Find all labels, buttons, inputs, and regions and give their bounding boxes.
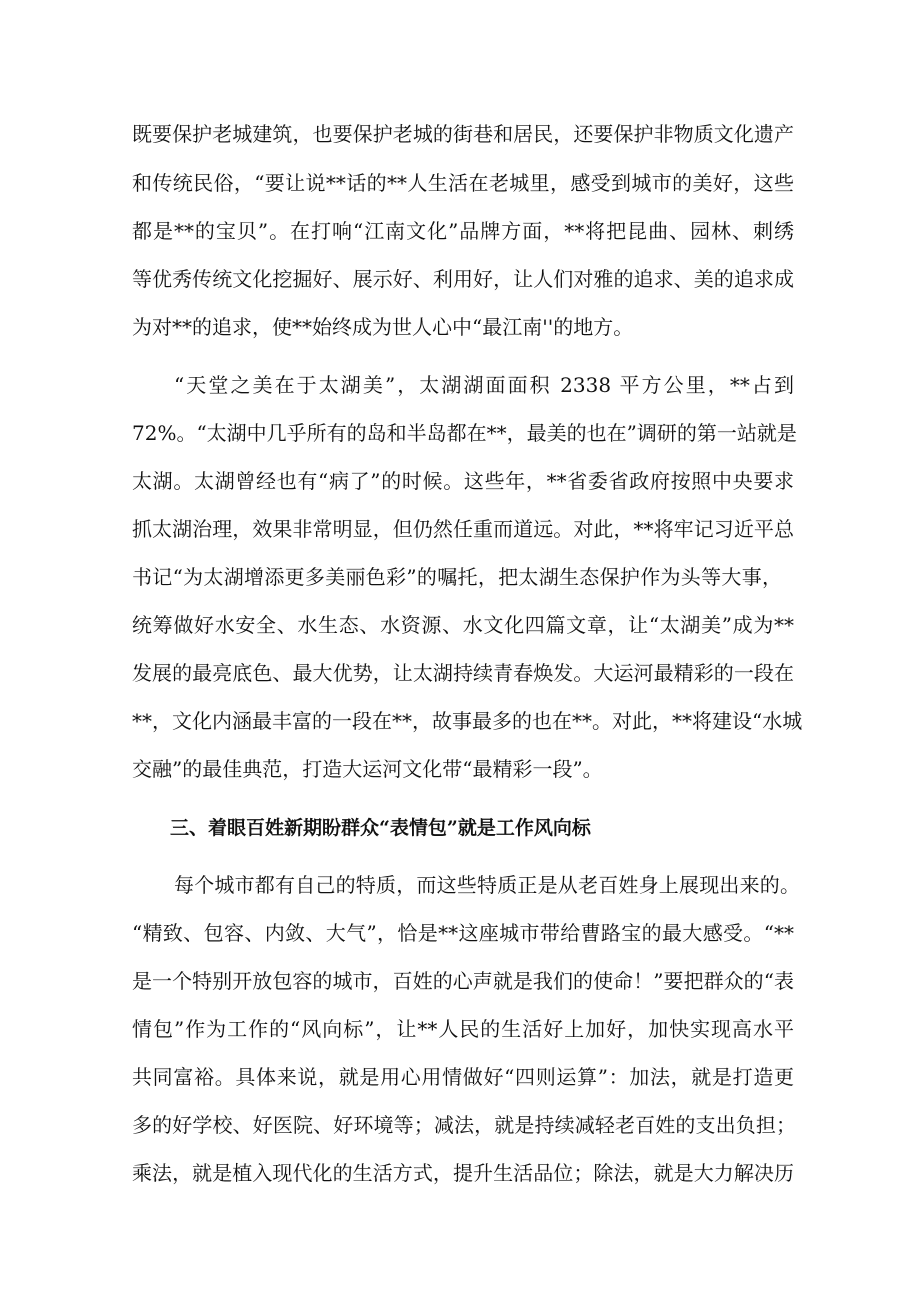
paragraph-2-line-1: “天堂之美在于太湖美”，太湖湖面面积 2338 平方公里，**占到: [174, 373, 794, 397]
paragraph-1-line-2: 和传统民俗，“要让说**话的**人生活在老城里，感受到城市的美好，这些: [132, 171, 794, 195]
paragraph-2-line-5: 书记“为太湖增添更多美丽色彩”的嘱托，把太湖生态保护作为头等大事，: [132, 565, 782, 589]
paragraph-2-line-6: 统筹做好水安全、水生态、水资源、水文化四篇文章，让“太湖美”成为**: [132, 613, 794, 637]
paragraph-3-line-1: 每个城市都有自己的特质，而这些特质正是从老百姓身上展现出来的。: [174, 873, 800, 897]
paragraph-2-line-8: **，文化内涵最丰富的一段在**，故事最多的也在**。对此，**将建设“水城: [132, 709, 803, 733]
paragraph-2-line-9: 交融”的最佳典范，打造大运河文化带“最精彩一段”。: [132, 757, 603, 781]
paragraph-3-line-7: 乘法，就是植入现代化的生活方式，提升生活品位；除法，就是大力解决历: [132, 1161, 794, 1185]
paragraph-2-line-2: 72%。“太湖中几乎所有的岛和半岛都在**，最美的也在”调研的第一站就是: [132, 421, 797, 445]
paragraph-1-line-5: 为对**的追求，使**始终成为世人心中“最江南''的地方。: [132, 315, 634, 339]
paragraph-3-line-6: 多的好学校、好医院、好环境等；减法，就是持续减轻老百姓的支出负担；: [132, 1113, 796, 1137]
paragraph-1-line-1: 既要保护老城建筑，也要保护老城的街巷和居民，还要保护非物质文化遗产: [132, 122, 794, 146]
paragraph-3-line-4: 情包”作为工作的“风向标”，让**人民的生活好上加好，加快实现高水平: [132, 1017, 794, 1041]
paragraph-2-line-7: 发展的最亮底色、最大优势，让太湖持续青春焕发。大运河最精彩的一段在: [132, 661, 794, 685]
paragraph-2-line-4: 抓太湖治理，效果非常明显，但仍然任重而道远。对此，**将牢记习近平总: [132, 517, 794, 541]
paragraph-2-line-3: 太湖。太湖曾经也有“病了”的时候。这些年，**省委省政府按照中央要求: [132, 469, 794, 493]
paragraph-1-line-4: 等优秀传统文化挖掘好、展示好、利用好，让人们对雅的追求、美的追求成: [132, 267, 794, 291]
paragraph-3-line-5: 共同富裕。具体来说，就是用心用情做好“四则运算”：加法，就是打造更: [132, 1065, 794, 1089]
section-heading-3: 三、着眼百姓新期盼群众“表情包”就是工作风向标: [170, 817, 591, 839]
paragraph-3-line-2: “精致、包容、内敛、大气”，恰是**这座城市带给曹路宝的最大感受。“**: [132, 921, 794, 945]
paragraph-1-line-3: 都是**的宝贝”。在打响“江南文化”品牌方面，**将把昆曲、园林、刺绣: [132, 219, 794, 243]
paragraph-3-line-3: 是一个特别开放包容的城市，百姓的心声就是我们的使命！”要把群众的“表: [132, 969, 794, 993]
